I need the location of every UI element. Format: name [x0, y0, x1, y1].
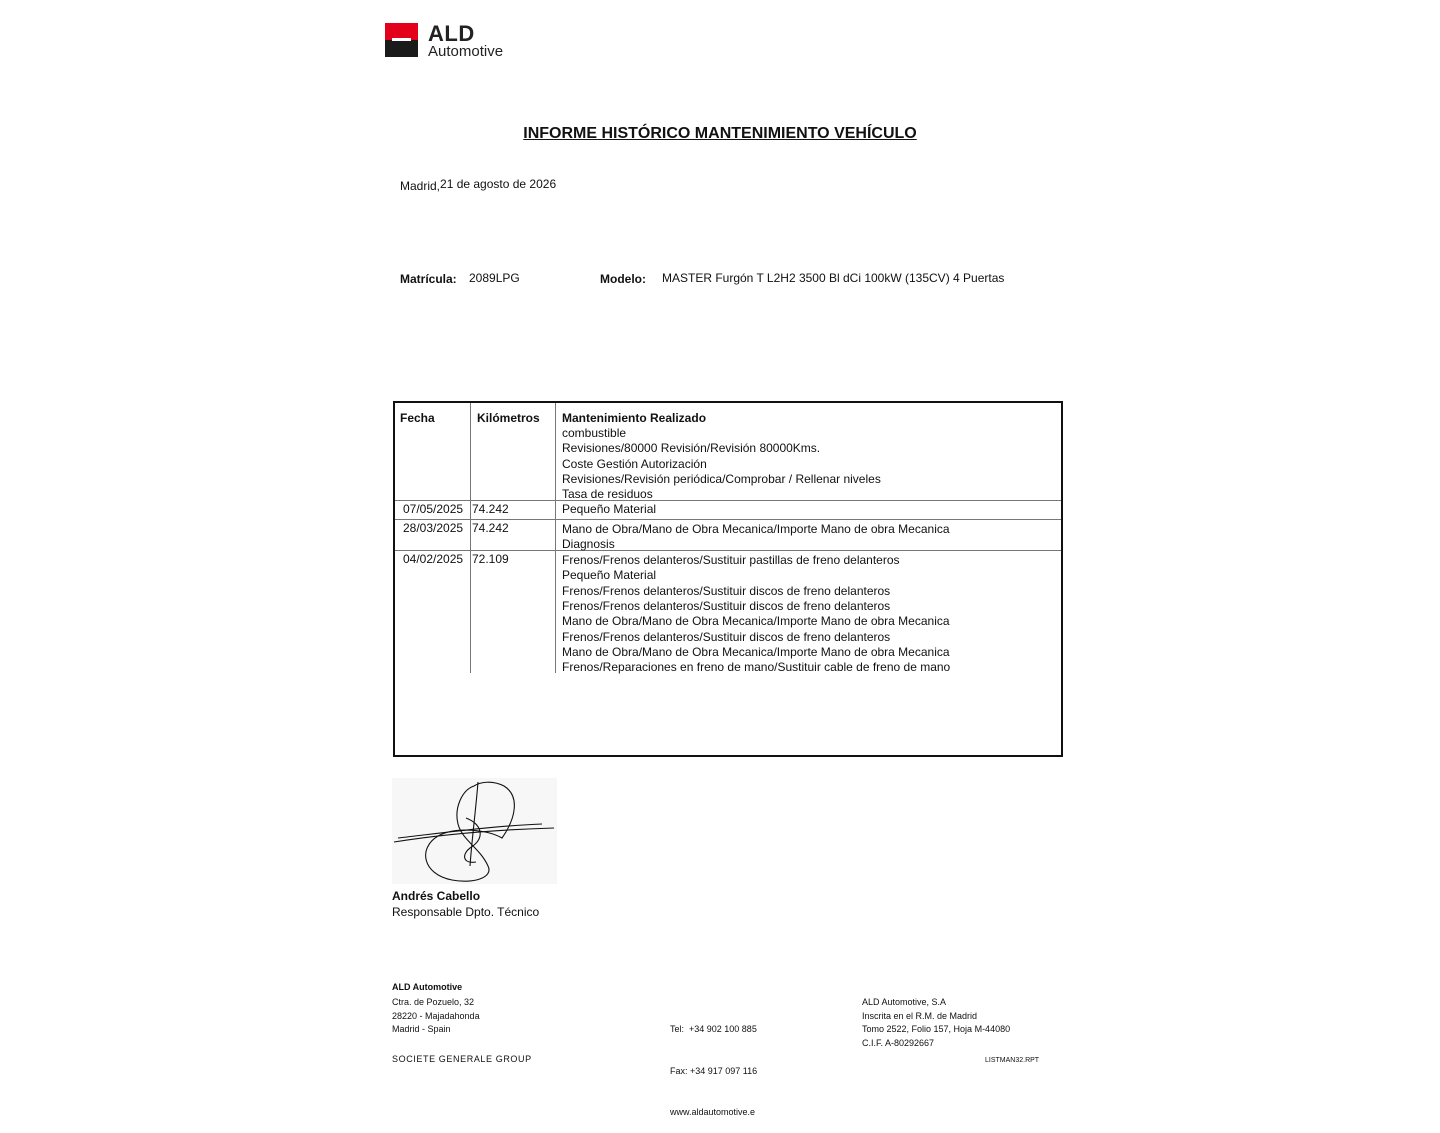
footer-legal — [862, 996, 1010, 1051]
row-item: Diagnosis — [562, 537, 615, 551]
signer-role: Responsable Dpto. Técnico — [392, 905, 540, 919]
logo-subtitle: Automotive — [428, 43, 504, 60]
signer-name: Andrés Cabello — [392, 889, 481, 903]
contact-line: Tel: +34 902 100 885 — [670, 1024, 757, 1035]
header-work-line: Tasa de residuos — [562, 487, 653, 501]
model-value: MASTER Furgón T L2H2 3500 Bl dCi 100kW (135CV) 4 Puertas — [662, 271, 1005, 285]
legal-line: ALD Automotive, S.A — [862, 997, 947, 1007]
report-date: 21 de agosto de 2026 — [440, 177, 557, 191]
row-item: Pequeño Material — [562, 568, 657, 582]
report-title: INFORME HISTÓRICO MANTENIMIENTO VEHÍCULO — [523, 125, 917, 142]
row-item: Pequeño Material — [562, 502, 657, 516]
header-work-line: Revisiones/Revisión periódica/Comprobar / Rellenar niveles — [562, 472, 881, 486]
header-km: Kilómetros — [477, 411, 540, 425]
legal-line: Tomo 2522, Folio 157, Hoja M-44080 — [862, 1024, 1011, 1035]
contact-line: www.aldautomotive.e — [670, 1106, 756, 1117]
report-code: LISTMAN32.RPT — [985, 1057, 1040, 1064]
address-line: Madrid - Spain — [392, 1024, 451, 1035]
address-line: Ctra. de Pozuelo, 32 — [392, 997, 475, 1007]
address-line: 28220 - Majadahonda — [392, 1010, 480, 1021]
place-date — [400, 179, 556, 193]
row-km: 74.242 — [472, 521, 509, 535]
row-item: Frenos/Frenos delanteros/Sustituir pastillas de freno delanteros — [562, 553, 900, 567]
group-name: SOCIETE GENERALE GROUP — [392, 1054, 532, 1064]
row-date: 28/03/2025 — [403, 521, 464, 535]
header-work-line: combustible — [562, 426, 627, 440]
legal-line: C.I.F. A-80292667 — [862, 1038, 935, 1049]
footer-company: ALD Automotive — [392, 982, 463, 992]
header-work-line: Revisiones/80000 Revisión/Revisión 80000Kms. — [562, 441, 821, 455]
plate-value: 2089LPG — [469, 271, 520, 285]
row-item: Mano de Obra/Mano de Obra Mecanica/Importe Mano de obra Mecanica — [562, 645, 950, 659]
row-item: Mano de Obra/Mano de Obra Mecanica/Importe Mano de obra Mecanica — [562, 522, 950, 536]
footer-address — [392, 996, 480, 1037]
header-work-line: Coste Gestión Autorización — [562, 457, 707, 471]
place: Madrid, — [400, 179, 441, 193]
row-item: Frenos/Reparaciones en freno de mano/Sustituir cable de freno de mano — [562, 660, 951, 674]
logo-brand: ALD — [428, 21, 475, 46]
contact-line: Fax: +34 917 097 116 — [670, 1065, 758, 1076]
row-km: 74.242 — [472, 502, 509, 516]
row-item: Frenos/Frenos delanteros/Sustituir discos de freno delanteros — [562, 599, 891, 613]
signature-image — [392, 778, 557, 884]
plate-label: Matrícula: — [400, 272, 457, 286]
model-label: Modelo: — [600, 272, 646, 286]
header-work: Mantenimiento Realizado — [562, 411, 707, 425]
row-date: 04/02/2025 — [403, 552, 464, 566]
legal-line: Inscrita en el R.M. de Madrid — [862, 1010, 978, 1021]
row-item: Frenos/Frenos delanteros/Sustituir discos de freno delanteros — [562, 630, 891, 644]
row-item: Mano de Obra/Mano de Obra Mecanica/Importe Mano de obra Mecanica — [562, 614, 950, 628]
row-item: Frenos/Frenos delanteros/Sustituir discos de freno delanteros — [562, 584, 891, 598]
row-km: 72.109 — [472, 552, 509, 566]
footer-contact — [670, 996, 757, 1133]
maintenance-table — [393, 401, 1063, 757]
ald-logo-icon — [385, 23, 418, 57]
row-date: 07/05/2025 — [403, 502, 464, 516]
header-date: Fecha — [400, 411, 435, 425]
